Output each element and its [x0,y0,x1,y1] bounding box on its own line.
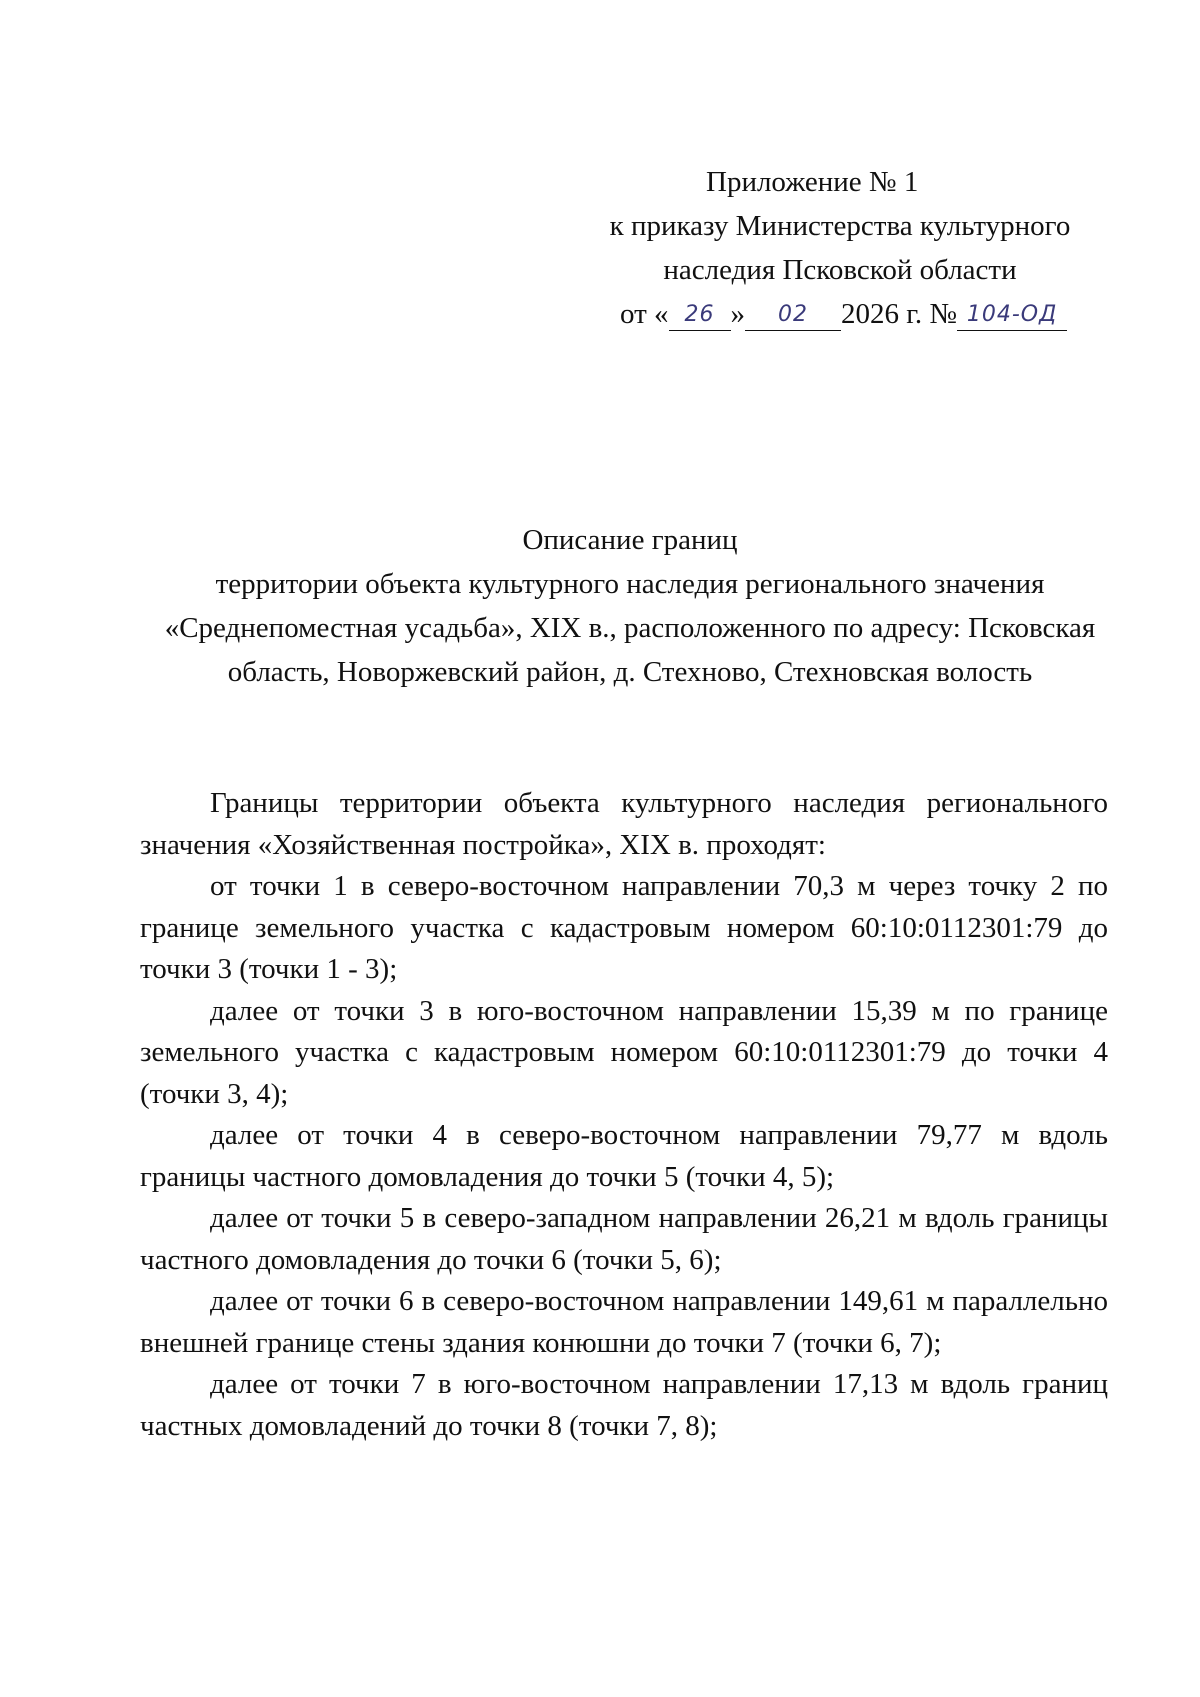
order-number-field [957,297,1067,331]
boundary-segment-paragraph: далее от точки 6 в северо-восточном направлении 149,61 м параллельно внешней границе стены здания конюшни до точки 7 (точки 6, 7); [140,1285,1108,1359]
date-day-handwritten: 26 [684,302,715,327]
document-title [140,518,1120,694]
boundary-segment-paragraph: далее от точки 3 в юго-восточном направлении 15,39 м по границе земельного участка с кадастровым номером 60:10:0112301:79 до точки 4 (точки 3, 4); [140,994,1108,1110]
boundary-segment-paragraph: далее от точки 4 в северо-восточном направлении 79,77 м вдоль границы частного домовладения до точки 5 (точки 4, 5); [140,1119,1108,1193]
boundary-segment-paragraph: далее от точки 7 в юго-восточном направлении 17,13 м вдоль границ частных домовладений до точки 8 (точки 7, 8); [140,1368,1108,1442]
title-line-4: область, Новоржевский район, д. Стехново, Стехновская волость [227,656,1033,688]
attachment-header [560,160,1120,336]
attachment-title: Приложение № 1 [706,166,919,198]
boundary-segment-paragraph: далее от точки 5 в северо-западном направлении 26,21 м вдоль границы частного домовладения до точки 6 (точки 5, 6); [140,1202,1108,1276]
boundary-segment-paragraph: от точки 1 в северо-восточном направлении 70,3 м через точку 2 по границе земельного участка с кадастровым номером 60:10:0112301:79 до точки 3 (точки 1 - 3); [140,870,1108,985]
date-year: 2026 г. № [841,298,958,330]
attachment-order-ref: к приказу Министерства культурного [609,210,1071,242]
title-line-3: «Среднепоместная усадьба», XIX в., расположенного по адресу: Псковская [164,612,1096,644]
order-number-handwritten: 104-ОД [966,302,1058,327]
document-body [140,783,1108,1447]
intro-paragraph: Границы территории объекта культурного наследия регионального значения «Хозяйственная постройка», XIX в. проходят: [140,787,1108,861]
title-line-1: Описание границ [522,524,738,556]
date-month-handwritten: 02 [778,302,809,327]
order-date-line [620,292,1120,336]
date-month-field [745,297,841,331]
date-prefix: от « [620,298,669,330]
date-day-field [669,297,731,331]
title-line-2: территории объекта культурного наследия регионального значения [215,568,1045,600]
attachment-ministry: наследия Псковской области [663,254,1017,286]
date-mid: » [730,298,746,330]
